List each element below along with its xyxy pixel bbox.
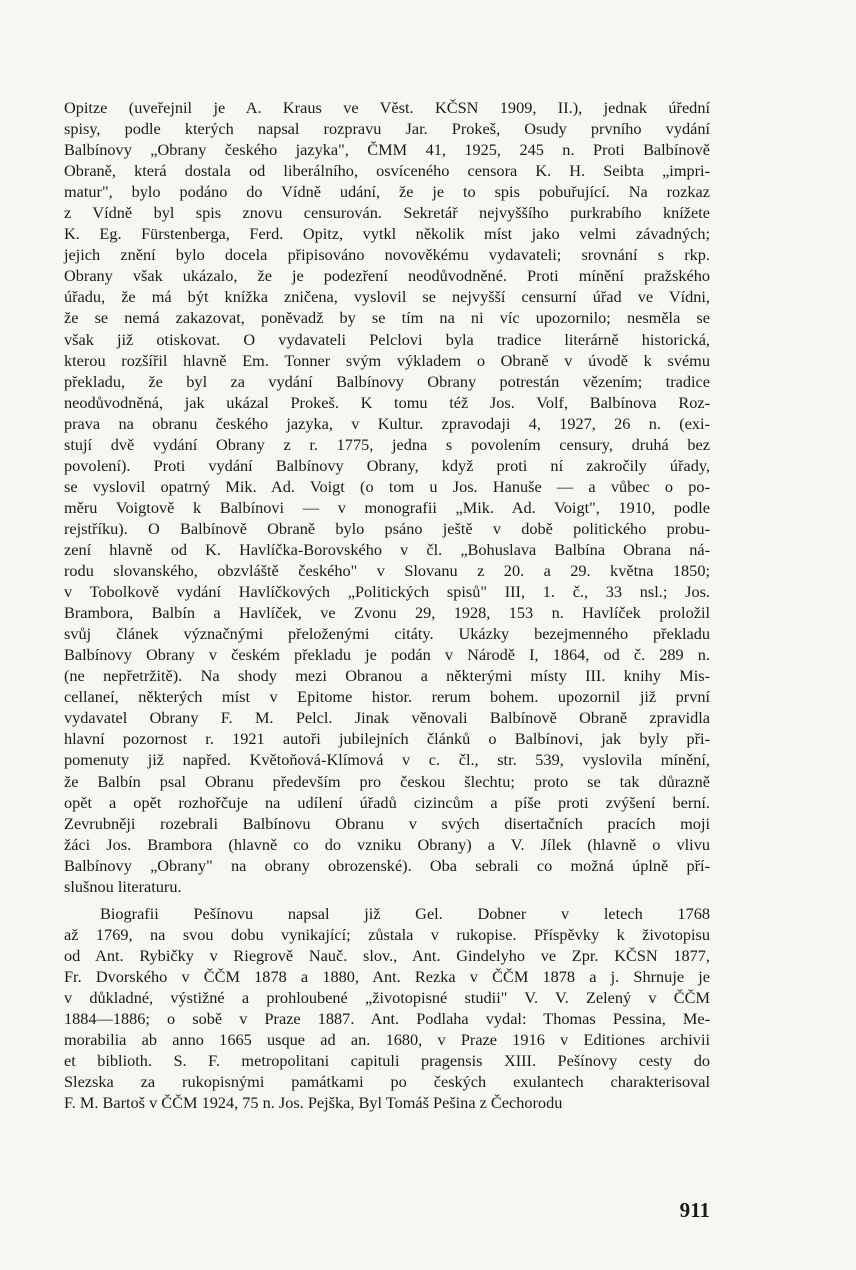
text-line xyxy=(64,497,710,518)
text-line xyxy=(64,139,710,160)
text-line xyxy=(64,623,710,644)
text-line xyxy=(64,329,710,350)
text-line xyxy=(64,1029,710,1050)
text-line xyxy=(64,413,710,434)
line-text: až 1769, na svou dobu vynikající; zůstala v rukopise. Příspěvky k životopisu xyxy=(64,924,710,944)
line-text: od Ant. Rybičky v Riegrově Nauč. slov., Ant. Gindelyho ve Zpr. KČSN 1877, xyxy=(64,945,710,965)
text-line xyxy=(64,581,710,602)
text-line xyxy=(64,223,710,244)
line-text: prava na obranu českého jazyka, v Kultur. zpravodaji 4, 1927, 26 n. (exi- xyxy=(64,413,710,433)
text-line xyxy=(64,855,710,876)
text-line xyxy=(64,307,710,328)
text-line xyxy=(64,244,710,265)
line-text: Obraně, která dostala od liberálního, osvíceného censora K. H. Seibta „impri- xyxy=(64,161,710,181)
line-text: stují dvě vydání Obrany z r. 1775, jedna s povolením censury, druhá bez xyxy=(64,434,710,454)
line-text: Biografii Pešínovu napsal již Gel. Dobner v letech 1768 xyxy=(100,903,710,923)
text-line xyxy=(64,118,710,139)
line-text: úřadu, že má být knížka zničena, vyslovil se nejvyšší censurní úřad ve Vídni, xyxy=(64,287,710,307)
text-line xyxy=(64,371,710,392)
line-text: se vyslovil opatrný Mik. Ad. Voigt (o tom u Jos. Hanuše — a vůbec o po- xyxy=(64,476,710,496)
page-number: 911 xyxy=(679,1198,710,1222)
line-text: měru Voigtově k Balbínovi — v monografii „Mik. Ad. Voigt", 1910, podle xyxy=(64,497,710,517)
line-text: Opitze (uveřejnil je A. Kraus ve Věst. KČSN 1909, II.), jednak úřední xyxy=(64,98,710,117)
line-text: spisy, podle kterých napsal rozpravu Jar. Prokeš, Osudy prvního vydání xyxy=(64,119,710,139)
line-text: že Balbín psal Obranu především pro českou šlechtu; proto se tak důrazně xyxy=(64,771,710,791)
text-line xyxy=(64,265,710,286)
text-line xyxy=(64,392,710,413)
line-text: matur", bylo podáno do Vídně udání, že je to spis pobuřující. Na rozkaz xyxy=(64,182,710,202)
line-text: rejstříku). O Balbínově Obraně bylo psáno ještě v době politického probu- xyxy=(64,518,710,538)
line-text: F. M. Bartoš v ČČM 1924, 75 n. Jos. Pejška, Byl Tomáš Pešina z Čechorodu xyxy=(64,1093,563,1113)
line-text: cellaneí, některých míst v Epitome histor. rerum bohem. upozornil již první xyxy=(64,687,710,707)
line-text: povolení). Proti vydání Balbínovy Obrany, když proti ní zakročily úřady, xyxy=(64,455,710,475)
line-text: (ne nepřetržitě). Na shody mezi Obranou a některými místy III. knihy Mis- xyxy=(64,666,710,686)
text-line xyxy=(64,903,710,924)
line-text: morabilia ab anno 1665 usque ad an. 1680, v Praze 1916 v Editiones archivii xyxy=(64,1030,710,1050)
text-line xyxy=(64,945,710,966)
text-line xyxy=(64,686,710,707)
text-line xyxy=(64,434,710,455)
line-text: Balbínovy „Obrany českého jazyka", ČMM 41, 1925, 245 n. Proti Balbínově xyxy=(64,140,710,160)
text-line xyxy=(64,771,710,792)
line-text: opět a opět rozhořčuje na udílení úřadů cizincům a píše proti zvýšení berní. xyxy=(64,792,710,812)
line-text: z Vídně byl spis znovu censurován. Sekretář nejvyššího purkrabího knížete xyxy=(64,203,710,223)
text-line xyxy=(64,924,710,945)
text-line xyxy=(64,160,710,181)
body-text xyxy=(64,97,710,1113)
text-line xyxy=(64,350,710,371)
line-text: hlavní pozornost r. 1921 autoři jubilejních článků o Balbínovi, jak byly při- xyxy=(64,729,710,749)
text-line xyxy=(64,202,710,223)
text-line xyxy=(64,834,710,855)
text-line xyxy=(64,1050,710,1071)
text-line xyxy=(64,476,710,497)
text-line xyxy=(64,644,710,665)
line-text: však již otiskovat. O vydavateli Pelclovi byla tradice literárně historická, xyxy=(64,329,710,349)
text-line xyxy=(64,813,710,834)
line-text: neodůvodněná, jak ukázal Prokeš. K tomu též Jos. Volf, Balbínova Roz- xyxy=(64,392,710,412)
line-text: jejich znění bylo docela připisováno novověkému vydavateli; srovnání s rkp. xyxy=(64,245,710,265)
text-line xyxy=(64,966,710,987)
line-text: svůj článek význačnými přeloženými citáty. Ukázky bezejmenného překladu xyxy=(64,624,710,644)
line-text: rodu slovanského, obzvláště českého" v Slovanu z 20. a 29. května 1850; xyxy=(64,561,710,581)
line-text: že se nemá zakazovat, poněvadž by se tím na ni víc upozornilo; nesměla se xyxy=(64,308,710,328)
text-line xyxy=(64,728,710,749)
line-text: zení hlavně od K. Havlíčka-Borovského v čl. „Bohuslava Balbína Obrana ná- xyxy=(64,539,710,559)
text-line xyxy=(64,97,710,118)
line-text: Obrany však ukázalo, že je podezření neodůvodněné. Proti mínění pražského xyxy=(64,266,710,286)
text-line xyxy=(64,602,710,623)
text-line xyxy=(64,181,710,202)
text-line xyxy=(64,455,710,476)
line-text: slušnou literaturu. xyxy=(64,876,182,896)
line-text: v Tobolkově vydání Havlíčkových „Politických spisů" III, 1. č., 33 nsl.; Jos. xyxy=(64,582,710,602)
text-line xyxy=(64,665,710,686)
text-line xyxy=(64,518,710,539)
text-line xyxy=(64,286,710,307)
text-line xyxy=(64,1092,710,1113)
line-text: et biblioth. S. F. metropolitani capituli pragensis XIII. Pešínovy cesty do xyxy=(64,1051,710,1071)
text-line xyxy=(64,1071,710,1092)
text-line xyxy=(64,539,710,560)
line-text: Balbínovy Obrany v českém překladu je podán v Národě I, 1864, od č. 289 n. xyxy=(64,645,710,665)
line-text: 1884—1886; o sobě v Praze 1887. Ant. Podlaha vydal: Thomas Pessina, Me- xyxy=(64,1009,710,1029)
text-line xyxy=(64,560,710,581)
line-text: v důkladné, výstižné a prohloubené „životopisné studii" V. V. Zelený v ČČM xyxy=(64,987,710,1007)
text-line xyxy=(64,792,710,813)
line-text: překladu, že byl za vydání Balbínovy Obrany potrestán vězením; tradice xyxy=(64,371,710,391)
line-text: Balbínovy „Obrany" na obrany obrozenské). Oba sebrali co možná úplně pří- xyxy=(64,855,710,875)
line-text: Fr. Dvorského v ČČM 1878 a 1880, Ant. Rezka v ČČM 1878 a j. Shrnuje je xyxy=(64,966,710,986)
line-text: vydavatel Obrany F. M. Pelcl. Jinak věnovali Balbínově Obraně zpravidla xyxy=(64,708,710,728)
line-text: kterou rozšířil hlavně Em. Tonner svým výkladem o Obraně v úvodě k svému xyxy=(64,350,710,370)
text-line xyxy=(64,876,710,897)
text-line xyxy=(64,707,710,728)
text-line xyxy=(64,1008,710,1029)
line-text: Slezska za rukopisnými památkami po českých exulantech charakterisoval xyxy=(64,1072,710,1092)
line-text: pomenuty již napřed. Květoňová-Klímová v c. čl., str. 539, vyslovila mínění, xyxy=(64,750,710,770)
line-text: žáci Jos. Brambora (hlavně co do vzniku Obrany) a V. Jílek (hlavně o vlivu xyxy=(64,834,710,854)
line-text: Zevrubněji rozebrali Balbínovu Obranu v svých disertačních pracích moji xyxy=(64,813,710,833)
text-line xyxy=(64,987,710,1008)
line-text: K. Eg. Fürstenberga, Ferd. Opitz, vytkl několik míst jako velmi závadných; xyxy=(64,224,710,244)
text-line xyxy=(64,749,710,770)
line-text: Brambora, Balbín a Havlíček, ve Zvonu 29, 1928, 153 n. Havlíček proložil xyxy=(64,603,710,623)
